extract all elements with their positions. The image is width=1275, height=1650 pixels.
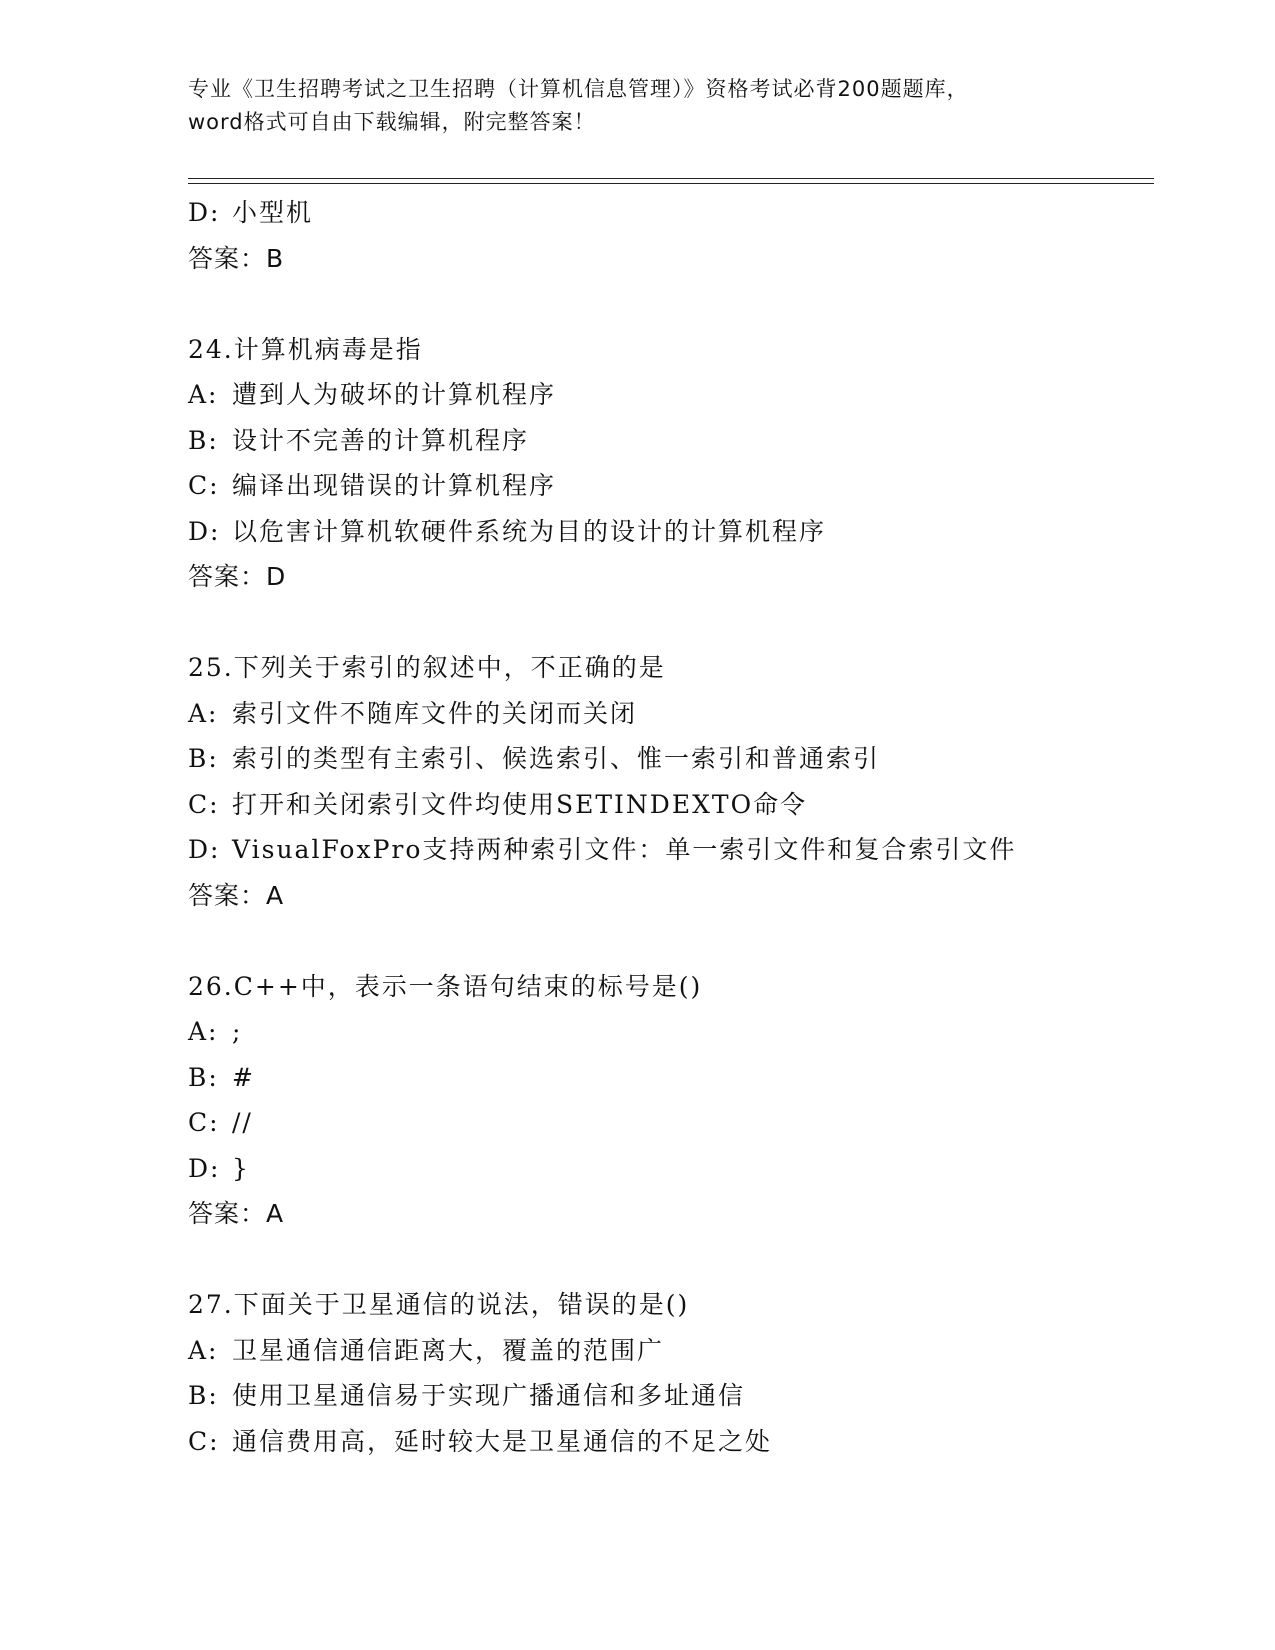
header-title-line2: word格式可自由下载编辑，附完整答案！ [188,110,596,134]
option-text: 以危害计算机软硬件系统为目的设计的计算机程序 [232,516,827,546]
option-key: A: [188,1017,219,1046]
answer-option [188,418,1168,464]
option-key: B: [188,744,219,773]
question-text: 27.下面关于卫星通信的说法，错误的是() [188,1290,690,1319]
option-key: D: [188,835,221,864]
option-key: B: [188,425,219,455]
option-text: ; [232,1017,243,1046]
answer-option [188,691,1168,737]
option-text: 遭到人为破坏的计算机程序 [232,380,557,409]
question-spacer [188,281,1168,327]
option-text: 打开和关闭索引文件均使用SETINDEXTO命令 [232,789,808,819]
option-key: B: [188,1381,219,1410]
option-text: 索引的类型有主索引、候选索引、惟一索引和普通索引 [232,744,881,773]
option-key: C: [188,1426,220,1456]
option-text: 索引文件不随库文件的关闭而关闭 [232,698,638,728]
option-text: 小型机 [232,198,314,227]
option-key: C: [188,1108,220,1137]
answer-option [188,736,1168,782]
answer-key: 答案：A [188,1199,285,1228]
option-text: } [232,1153,250,1183]
answer-key: 答案：D [188,562,287,591]
option-text: 卫星通信通信距离大，覆盖的范围广 [232,1335,665,1365]
option-text: 编译出现错误的计算机程序 [232,471,557,500]
option-key: D: [188,516,221,546]
answer-option [188,1328,1168,1374]
option-key: B: [188,1062,219,1092]
question-text: 24.计算机病毒是指 [188,334,423,364]
answer-option [188,463,1168,509]
option-key: D: [188,198,221,227]
answer-option [188,782,1168,828]
option-key: C: [188,789,220,819]
answer-key: 答案：A [188,880,285,910]
question-spacer [188,918,1168,964]
answer-option [188,1373,1168,1419]
answer-option [188,1100,1168,1146]
answer-option [188,1009,1168,1055]
answer-option [188,1419,1168,1465]
option-key: A: [188,380,219,409]
option-text: VisualFoxPro支持两种索引文件：单一索引文件和复合索引文件 [232,835,1017,864]
question-text: 26.C++中，表示一条语句结束的标号是() [188,971,703,1001]
answer-option [188,190,1168,236]
answer-option [188,827,1168,873]
option-text: // [232,1108,253,1137]
header-divider-bottom [188,183,1154,184]
answer-option [188,1055,1168,1101]
header-title-line1: 专业《卫生招聘考试之卫生招聘（计算机信息管理）》资格考试必背200题题库， [188,77,969,101]
question-list [188,190,1168,1464]
question-spacer [188,1237,1168,1283]
question-text: 25.下列关于索引的叙述中，不正确的是 [188,653,666,682]
answer-option [188,372,1168,418]
answer-option [188,1146,1168,1192]
answer-option [188,509,1168,555]
option-key: A: [188,698,219,728]
option-text: 通信费用高，延时较大是卫星通信的不足之处 [232,1426,773,1456]
document-header [188,73,1088,139]
question-spacer [188,600,1168,646]
option-text: 使用卫星通信易于实现广播通信和多址通信 [232,1381,746,1410]
option-key: C: [188,471,220,500]
answer-key: 答案：B [188,243,285,273]
option-text: # [232,1062,255,1092]
header-divider-top [188,178,1154,179]
option-key: D: [188,1153,221,1183]
option-key: A: [188,1335,219,1365]
option-text: 设计不完善的计算机程序 [232,425,530,455]
